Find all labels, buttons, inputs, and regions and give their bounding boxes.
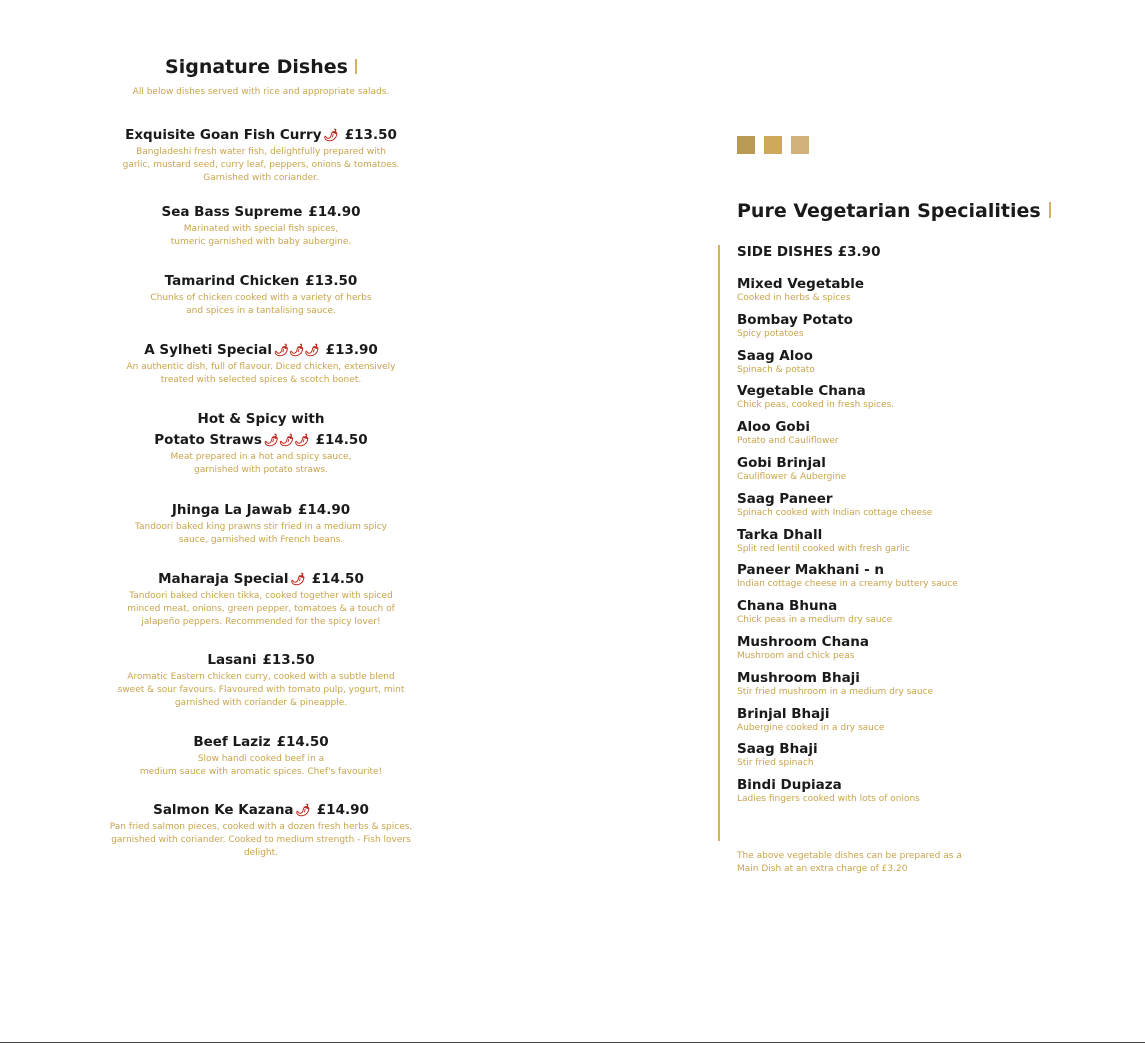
vegetable-name: Bombay Potato — [737, 311, 853, 328]
dish-description: medium sauce with aromatic spices. Chef's favourite! — [139, 767, 383, 777]
dish-description: garlic, mustard seed, curry leaf, peppers, onions & tomatoes. — [122, 160, 400, 170]
vegetable-description: Spinach cooked with Indian cottage cheese — [737, 507, 933, 518]
dish-name-line — [101, 732, 421, 753]
dish-description: garnished with coriander. Cooked to medium strength - Fish lovers delight. — [111, 835, 411, 858]
vegetable-name: Vegetable Chana — [737, 383, 866, 400]
dish-description: Tandoori baked chicken tikka, cooked together with spiced — [129, 591, 393, 601]
vegetarian-side-list — [737, 275, 1037, 812]
dish-name: A Sylheti Special — [144, 342, 272, 358]
vegetable-description: Stir fried mushroom in a medium dry sauce — [737, 686, 934, 697]
vegetable-name: Saag Paneer — [737, 490, 833, 507]
vegetable-item — [737, 490, 1037, 526]
chili-icon: 🌶 — [290, 572, 306, 586]
dish-description: Aromatic Eastern chicken curry, cooked with a subtle blend — [127, 672, 395, 682]
vegetable-item — [737, 740, 1037, 776]
vegetable-description: Split red lentil cooked with fresh garlic — [737, 543, 910, 554]
dish-name: Lasani — [207, 652, 257, 668]
signature-dish — [101, 271, 421, 318]
vegetable-item — [737, 382, 1037, 418]
vegetable-item — [737, 526, 1037, 562]
dish-name-line — [101, 569, 421, 590]
chili-icon: 🌶🌶🌶 — [273, 343, 320, 357]
dish-name-line — [101, 500, 421, 521]
dish-name-line — [101, 271, 421, 292]
vegetable-name: Mushroom Chana — [737, 633, 870, 650]
dish-price: £14.50 — [311, 571, 364, 587]
page-bottom-rule — [0, 1042, 1145, 1043]
vegetable-description: Spicy potatoes — [737, 328, 804, 339]
dish-name: Beef Laziz — [193, 734, 271, 750]
dish-price: £13.90 — [325, 342, 378, 358]
dish-name: Tamarind Chicken — [164, 273, 300, 289]
vegetable-description: Indian cottage cheese in a creamy buttery sauce — [737, 579, 958, 590]
dish-description: garnished with coriander & pineapple. — [174, 698, 348, 708]
dish-price: £13.50 — [305, 273, 358, 289]
chili-icon: 🌶 — [295, 803, 311, 817]
dish-description: Meat prepared in a hot and spicy sauce, — [170, 452, 352, 462]
vegetarian-title — [737, 198, 1051, 224]
signature-dish — [101, 800, 421, 860]
vegetable-description: Aubergine cooked in a dry sauce — [737, 722, 885, 733]
vegetable-item — [737, 418, 1037, 454]
vegetable-item — [737, 454, 1037, 490]
vegetable-item — [737, 347, 1037, 383]
vegetable-description: Potato and Cauliflower — [737, 436, 839, 447]
signature-section — [101, 54, 421, 98]
vegetarian-note — [737, 850, 997, 876]
decor-square — [737, 136, 755, 154]
signature-dish — [101, 125, 421, 185]
signature-title-text: Signature Dishes — [165, 56, 348, 78]
dish-description: Garnished with coriander. — [203, 173, 319, 183]
vegetable-name: Mixed Vegetable — [737, 276, 864, 292]
side-dishes-heading: SIDE DISHES £3.90 — [737, 244, 881, 260]
dish-name-line — [101, 650, 421, 671]
dish-name-line — [101, 125, 421, 146]
note-line: The above vegetable dishes can be prepared as a — [737, 851, 962, 861]
vegetable-description: Stir fried spinach — [737, 758, 814, 769]
dish-description: and spices in a tantalising sauce. — [186, 306, 336, 316]
chili-icon: 🌶🌶🌶 — [263, 433, 310, 447]
vegetable-description: Chick peas, cooked in fresh spices. — [737, 400, 895, 411]
vegetable-description: Cooked in herbs & spices — [737, 293, 851, 303]
signature-dish — [101, 202, 421, 249]
vegetable-item — [737, 275, 1037, 311]
dish-description: treated with selected spices & scotch bonet. — [160, 375, 362, 385]
dish-name-line: Hot & Spicy with — [197, 411, 325, 427]
vegetable-name: Saag Aloo — [737, 347, 813, 364]
signature-dish — [101, 650, 421, 710]
dish-price: £14.50 — [276, 734, 329, 750]
dish-price: £13.50 — [262, 652, 315, 668]
dish-price: £14.50 — [315, 432, 368, 448]
dish-name-line — [101, 800, 421, 821]
dish-description: Tandoori baked king prawns stir fried in a medium spicy — [134, 522, 387, 532]
dish-name-line — [101, 202, 421, 223]
vegetable-name: Saag Bhaji — [737, 741, 818, 758]
vegetable-item — [737, 669, 1037, 705]
decor-square — [764, 136, 782, 154]
decorative-squares — [737, 136, 809, 154]
signature-dish — [101, 409, 421, 477]
title-accent-bar — [1049, 202, 1051, 218]
dish-description: Chunks of chicken cooked with a variety of herbs — [150, 293, 372, 303]
vegetable-name: Chana Bhuna — [737, 598, 838, 615]
title-accent-bar — [355, 59, 357, 74]
vegetable-description: Mushroom and chick peas — [737, 650, 855, 661]
vegetable-item — [737, 311, 1037, 347]
dish-price: £14.90 — [298, 502, 351, 518]
vegetable-item — [737, 776, 1037, 812]
dish-name: Maharaja Special — [158, 571, 289, 587]
dish-description: minced meat, onions, green pepper, tomatoes & a touch of — [127, 604, 395, 614]
dish-description: tumeric garnished with baby aubergine. — [170, 237, 352, 247]
decor-square — [791, 136, 809, 154]
vegetable-description: Spinach & potato — [737, 364, 815, 375]
signature-dish — [101, 500, 421, 547]
dish-name: Salmon Ke Kazana — [153, 802, 294, 818]
vegetable-item — [737, 633, 1037, 669]
dish-name-line — [101, 430, 421, 451]
dish-description: Pan fried salmon pieces, cooked with a dozen fresh herbs & spices, — [109, 822, 413, 832]
dish-description: Bangladeshi fresh water fish, delightfully prepared with — [136, 147, 386, 157]
dish-name: Exquisite Goan Fish Curry — [125, 127, 322, 143]
dish-price: £13.50 — [344, 127, 397, 143]
vegetable-name: Paneer Makhani - n — [737, 562, 885, 579]
dish-description: garnished with potato straws. — [194, 465, 328, 475]
vegetable-name: Aloo Gobi — [737, 419, 810, 436]
vegetable-name: Bindi Dupiaza — [737, 777, 842, 794]
dish-price: £14.90 — [316, 802, 369, 818]
dish-description: sweet & sour favours. Flavoured with tomato pulp, yogurt, mint — [117, 685, 405, 695]
dish-description: sauce, garnished with French beans. — [178, 535, 344, 545]
dish-price: £14.90 — [308, 204, 361, 220]
vegetable-description: Cauliflower & Aubergine — [737, 471, 847, 482]
vegetarian-title-text: Pure Vegetarian Specialities — [737, 200, 1041, 222]
vegetable-name: Brinjal Bhaji — [737, 705, 830, 722]
signature-subtitle: All below dishes served with rice and appropriate salads. — [132, 87, 390, 97]
signature-title — [101, 54, 421, 80]
dish-description: jalapeño peppers. Recommended for the spicy lover! — [141, 617, 381, 627]
dish-description: An authentic dish, full of flavour. Diced chicken, extensively — [126, 362, 396, 372]
chili-icon: 🌶 — [323, 128, 339, 142]
dish-description: Marinated with special fish spices, — [183, 224, 339, 234]
vegetable-name: Tarka Dhall — [737, 526, 823, 543]
vegetable-name: Gobi Brinjal — [737, 454, 826, 471]
vegetable-item — [737, 561, 1037, 597]
signature-dish — [101, 340, 421, 387]
signature-dish — [101, 569, 421, 629]
vegetable-item — [737, 705, 1037, 741]
signature-dish — [101, 732, 421, 779]
vegetarian-accent-line — [718, 245, 720, 841]
dish-description: Slow handi cooked beef in a — [197, 754, 325, 764]
dish-name: Potato Straws — [154, 432, 262, 448]
note-line: Main Dish at an extra charge of £3.20 — [737, 864, 908, 874]
dish-name-line — [101, 340, 421, 361]
dish-name: Sea Bass Supreme — [161, 204, 303, 220]
vegetable-description: Ladies fingers cooked with lots of onions — [737, 794, 920, 805]
vegetable-name: Mushroom Bhaji — [737, 669, 860, 686]
vegetable-description: Chick peas in a medium dry sauce — [737, 615, 893, 626]
dish-name: Jhinga La Jawab — [171, 502, 293, 518]
vegetable-item — [737, 597, 1037, 633]
